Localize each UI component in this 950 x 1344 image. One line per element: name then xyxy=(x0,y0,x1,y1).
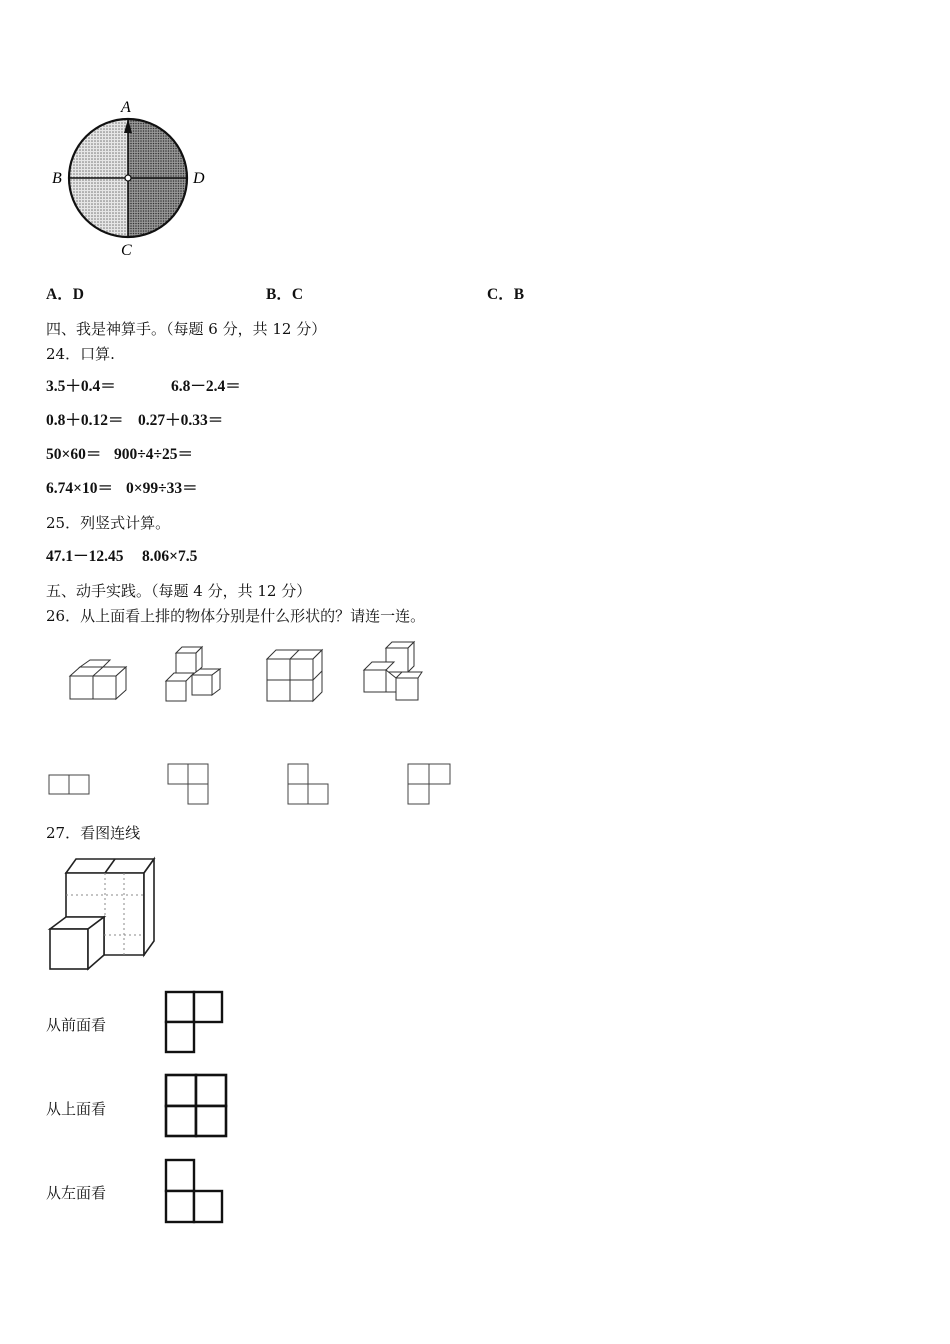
vertical-calc-2: 8.06×7.5 xyxy=(142,548,198,565)
calc-3b: 900÷4÷25＝ xyxy=(114,446,194,463)
top-view-4[interactable] xyxy=(406,762,452,806)
top-view-3[interactable] xyxy=(286,762,330,806)
vertical-calc-1: 47.1－12.45 xyxy=(46,548,124,565)
calc-4b: 0×99÷33＝ xyxy=(126,480,198,497)
calc-2b: 0.27＋0.33＝ xyxy=(138,412,224,429)
view-shape-1[interactable] xyxy=(164,990,226,1056)
compass-diagram xyxy=(40,95,220,265)
top-view-1[interactable] xyxy=(48,774,92,796)
option-b[interactable]: B．C xyxy=(266,286,304,303)
view-shape-3[interactable] xyxy=(164,1158,226,1226)
calc-4a: 6.74×10＝ xyxy=(46,480,113,497)
view-label-left: 从左面看 xyxy=(46,1184,107,1202)
label-a: A xyxy=(121,99,131,116)
q24-title: 24．口算. xyxy=(46,345,115,363)
cube-object-1[interactable] xyxy=(66,658,126,704)
view-label-front: 从前面看 xyxy=(46,1016,107,1034)
section5-title: 五、动手实践。（每题 4 分，共 12 分） xyxy=(46,582,312,600)
calc-1b: 6.8－2.4＝ xyxy=(171,378,241,395)
calc-3a: 50×60＝ xyxy=(46,446,102,463)
label-d: D xyxy=(193,170,205,187)
q27-solid-figure xyxy=(44,855,160,975)
section4-title: 四、我是神算手。（每题 6 分，共 12 分） xyxy=(46,320,327,338)
cube-object-2[interactable] xyxy=(160,645,226,707)
q26-title: 26．从上面看上排的物体分别是什么形状的？请连一连。 xyxy=(46,607,426,625)
label-c: C xyxy=(121,242,132,259)
q25-title: 25．列竖式计算。 xyxy=(46,514,171,532)
calc-2a: 0.8＋0.12＝ xyxy=(46,412,124,429)
cube-object-4[interactable] xyxy=(358,640,424,704)
calc-1a: 3.5＋0.4＝ xyxy=(46,378,116,395)
option-a[interactable]: A．D xyxy=(46,286,84,303)
top-view-2[interactable] xyxy=(166,762,210,806)
label-b: B xyxy=(52,170,62,187)
q27-title: 27．看图连线 xyxy=(46,824,141,842)
view-shape-2[interactable] xyxy=(164,1073,230,1139)
option-c[interactable]: C．B xyxy=(487,286,525,303)
cube-object-3[interactable] xyxy=(264,647,324,705)
view-label-top: 从上面看 xyxy=(46,1100,107,1118)
